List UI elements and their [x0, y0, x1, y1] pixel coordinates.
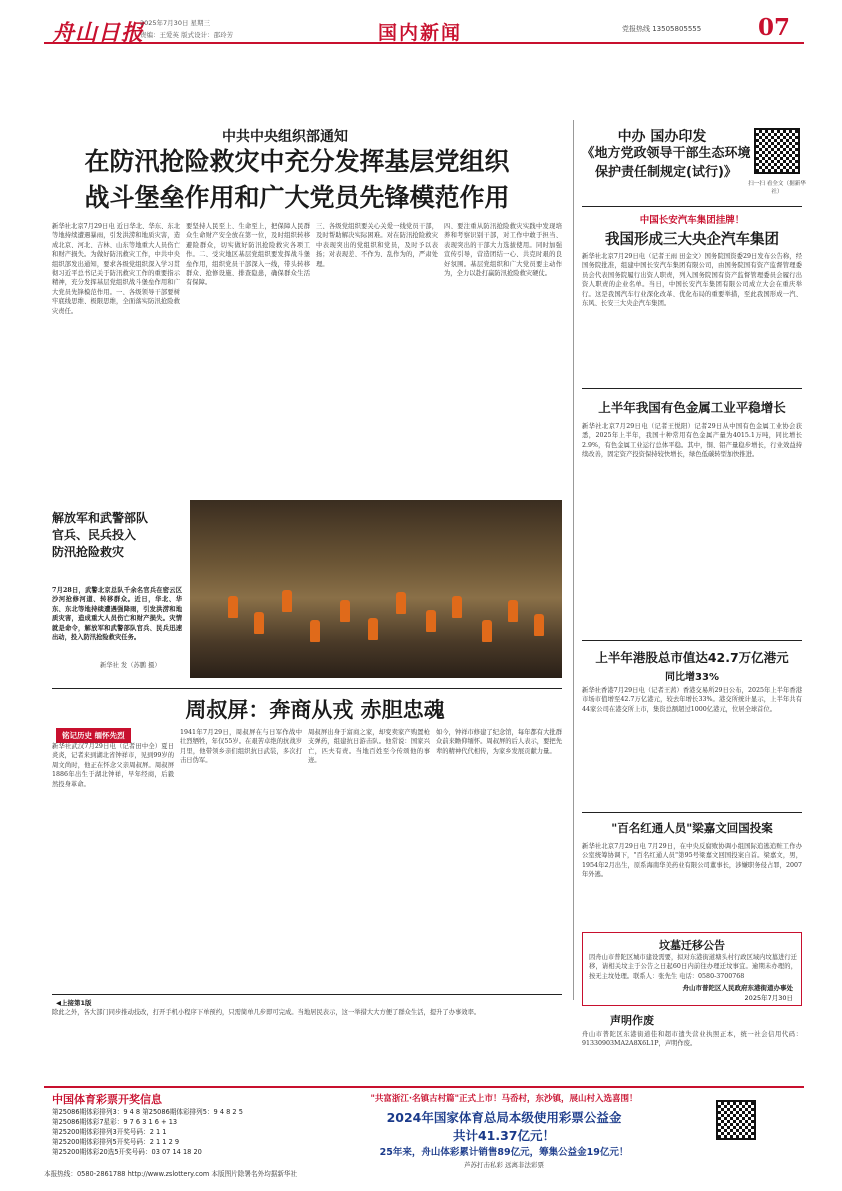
qr-label: 扫一扫 看全文（据新华社）	[748, 181, 806, 195]
hotline: 党报热线 13505805555	[622, 25, 702, 33]
section-title: 国内新闻	[378, 22, 463, 44]
lottery-line-2: 第25086期体彩7星彩：9 7 6 3 1 6 + 13	[52, 1118, 178, 1126]
lead-body-col2: 要坚持人民至上、生命至上，把保障人民群众生命财产安全放在第一位，及时组织转移避险群众，切实做好防汛抢险救灾各项工作。二、受灾地区基层党组织要发挥战斗堡垒作用，组织党员干部深入一线，带头转移群众、抢修设施、排查隐患，确保群众生活有保障。	[186, 223, 310, 287]
editors-line: 责编：王爱英 版式设计：邵玲芳	[140, 31, 234, 39]
lead-body-col1: 新华社北京7月29日电 近日华北、华东、东北等地持续遭遇暴雨，引发洪涝和地质灾害，造成北京、河北、吉林、山东等地重大人员伤亡和财产损失。为做好防汛救灾工作，中共中央组织部发出通知，要求各级党组织深入学习贯彻习近平总书记关于防汛救灾工作的重要指示精神，充分发挥基层党组织战斗堡垒作用和广大党员先锋模范作用。一、各级领导干部要树牢底线思维、极限思维，全面落实防汛抢险救灾责任。	[52, 223, 180, 315]
lottery-line-5: 第25200期体彩20选5开奖号码：03 07 14 18 20	[52, 1148, 202, 1156]
zhou-headline: 周叔屏：奔商从戎 赤胆忠魂	[185, 698, 445, 722]
photo-caption: 7月28日，武警北京总队千余名官兵在密云区沙河抢修河道、转移群众。近日，华北、华东、东北等地持续遭遇强降雨，引发洪涝和地质灾害，造成重大人员伤亡和财产损失。灾情就是命令，解放军和武警部队官兵、民兵迅速出动，投入防汛抢险救灾任务。	[52, 587, 182, 642]
lottery-title: 中国体育彩票开奖信息	[52, 1093, 162, 1106]
divider-right-2	[582, 388, 802, 389]
lead-headline-line1: 在防汛抢险救灾中充分发挥基层党组织	[84, 147, 510, 176]
lead-body-col4: 四、要注重从防汛抢险救灾实践中发现培养和考察识别干部，对工作中敢于担当、表现突出的干部大力选拔使用。同时加强宣传引导，营造团结一心、共克时艰的良好氛围。基层党组织和广大党员要主动作为，全力以赴打赢防汛抢险救灾硬仗。	[444, 223, 562, 278]
ad-qr-code[interactable]	[716, 1100, 756, 1140]
photo-credit: 新华社 发（苏鹏 摄）	[100, 662, 161, 669]
right-subhead-4: 同比增33%	[665, 672, 719, 683]
declaration-title: 声明作废	[610, 1014, 654, 1027]
right-kicker-2: 中国长安汽车集团挂牌！	[639, 215, 745, 226]
divider-right-3	[582, 640, 802, 641]
zhou-column-tag: 铭记历史 缅怀先烈	[56, 728, 131, 743]
ad-amount: 共计41.37亿元！	[452, 1128, 556, 1143]
qr-code[interactable]	[754, 128, 800, 174]
notice-title: 坟墓迁移公告	[659, 939, 725, 952]
divider-zhou	[52, 688, 562, 689]
flood-rescue-photo	[190, 500, 562, 678]
right-body-4: 新华社香港7月29日电（记者王茜）香港交易所29日公布，2025年上半年香港市场市值增至42.7万亿港元，较去年增长33%。港交所统计显示，上半年共有44家公司在港交所上市，集资总额超过1000亿港元，位居全球首位。	[582, 687, 802, 713]
notice-box	[582, 932, 802, 1006]
zhou-body-col1: 新华社武汉7月29日电（记者田中全）夏日炎炎，记者来到湖北省钟祥市，见到99岁的周文尚时，他正在怀念父亲周叔屏。周叔屏1886年出生于湖北钟祥，早年经商，后毅然投身革命。	[52, 743, 174, 788]
divider-right-4	[582, 812, 802, 813]
photo-story-title	[52, 510, 182, 561]
zhou-body-col3: 周叔屏出身于富商之家，却变卖家产购置枪支弹药，组建抗日游击队。他常说：国家兴亡，匹夫有责。当地百姓至今传颂他的事迹。	[308, 729, 430, 765]
page-number: 07	[758, 14, 791, 41]
right-body-3: 新华社北京7月29日电（记者王悦阳）记者29日从中国有色金属工业协会获悉，2025年上半年，我国十种常用有色金属产量为4015.1万吨，同比增长2.9%，有色金属工业运行总体平稳。其中，铜、铝产量稳步增长，行业效益持续改善，固定资产投资保持较快增长，绿色低碳转型加快推进。	[582, 423, 802, 459]
photo-title-line2: 官兵、民兵投入	[52, 528, 137, 542]
right-headline-1: 《地方党政领导干部生态环境保护责任制规定(试行)》	[581, 146, 751, 180]
lottery-line-3: 第25200期体彩排列3开奖号码：2 1 1	[52, 1128, 167, 1136]
notice-signature: 舟山市普陀区人民政府东港街道办事处	[682, 984, 793, 992]
ad-title: 2024年国家体育总局本级使用彩票公益金	[386, 1110, 622, 1125]
right-body-5: 新华社北京7月29日电 7月29日，在中央反腐败协调小组国际追逃追赃工作办公室统筹协调下，"百名红通人员"第95号梁嘉文回国投案自首。梁嘉文，男，1954年2月出生，原系海南华美药业有限公司董事长，涉嫌职务侵占罪，2007年外逃。	[582, 843, 802, 879]
notice-body: 因舟山市普陀区城市建设需要，拟对东港街道塘头村行政区域内坟墓进行迁移，请相关坟主于公告之日起60日内前往办理迁坟事宜。逾期未办理的，按无主坟处理。联系人：张先生 电话：0580-3700768	[589, 954, 797, 980]
right-headline-2: 我国形成三大央企汽车集团	[605, 232, 779, 248]
lead-kicker: 中共中央组织部通知	[222, 129, 348, 145]
right-headline-5: "百名红通人员"梁嘉文回国投案	[611, 821, 773, 835]
ad-slogan: "共富浙江·名镇古村篇"正式上市！马岙村，东沙镇，展山村入选喜围！	[370, 1094, 638, 1104]
right-body-2: 新华社北京7月29日电（记者王雨 田金文）国务院国资委29日发布公告称，经国务院批准，组建中国长安汽车集团有限公司，由国务院国有资产监督管理委员会代表国务院履行出资人职责，列入国务院国有资产监督管理委员会履行出资人职责的企业名单。当日，中国长安汽车集团有限公司成立大会在重庆举行。这是我国汽车行业深化改革、优化布局的重要举措，至此我国形成一汽、东风、长安三大央企汽车集团。	[582, 253, 802, 308]
column-divider	[573, 120, 574, 1000]
zhou-body-col2: 1941年7月29日，周叔屏在与日军作战中壮烈牺牲，年仅55岁。在艰苦卓绝的抗战岁月里，他带领乡亲们组织抗日武装，多次打击日伪军。	[180, 729, 302, 765]
lottery-line-1: 第25086期体彩排列3：9 4 8 第25086期体彩排列5：9 4 8 2 5	[52, 1108, 243, 1116]
newspaper-logo: 舟山日报	[52, 20, 145, 46]
footer-line: 本报热线：0580-2861788 http://www.zslottery.com 本版图片除署名外均据新华社	[44, 1170, 298, 1178]
divider-right-1	[582, 206, 802, 207]
ad-foot: 芦苏打击私彩 远离非法彩票	[463, 1161, 545, 1169]
lottery-line-4: 第25200期体彩排列5开奖号码：2 1 1 2 9	[52, 1138, 180, 1146]
lead-body-col3: 三、各级党组织要关心关爱一线党员干部，及时帮助解决实际困难。对在防汛抢险救灾中表现突出的党组织和党员，及时予以表扬；对表现差、不作为、乱作为的，严肃处理。	[316, 223, 438, 268]
photo-title-line1: 解放军和武警部队	[52, 511, 149, 525]
lead-headline-line2: 战斗堡垒作用和广大党员先锋模范作用	[84, 183, 510, 212]
right-headline-4: 上半年港股总市值达42.7万亿港元	[595, 650, 789, 665]
declaration-body: 舟山市普陀区东港街道佳和超市遗失营业执照正本，统一社会信用代码：91330903MA2A8X6L1P，声明作废。	[582, 1031, 802, 1048]
right-headline-3: 上半年我国有色金属工业平稳增长	[598, 400, 786, 415]
lottery-ad	[306, 1088, 702, 1176]
divider-bottom	[52, 994, 562, 995]
photo-title-line3: 防汛抢险救灾	[52, 545, 125, 559]
ad-sub: 25年来，舟山体彩累计销售89亿元，筹集公益金19亿元！	[379, 1147, 629, 1158]
continued-from: ◀上接第1版	[56, 999, 92, 1007]
issue-date: 2025年7月30日 星期三	[140, 19, 211, 27]
zhou-body-col4: 如今，钟祥市修建了纪念馆，每年都有大批群众前来瞻仰缅怀。周叔屏的后人表示，要把先辈的精神代代相传，为家乡发展贡献力量。	[436, 729, 562, 755]
notice-date: 2025年7月30日	[744, 994, 793, 1002]
right-kicker-1: 中办 国办印发	[617, 129, 707, 145]
continued-text: 除此之外，各大部门同步推动技改，打开手机小程序下单预约，只需简单几步即可完成。当地居民表示，这一举措大大方便了群众生活，提升了办事效率。	[52, 1009, 481, 1016]
